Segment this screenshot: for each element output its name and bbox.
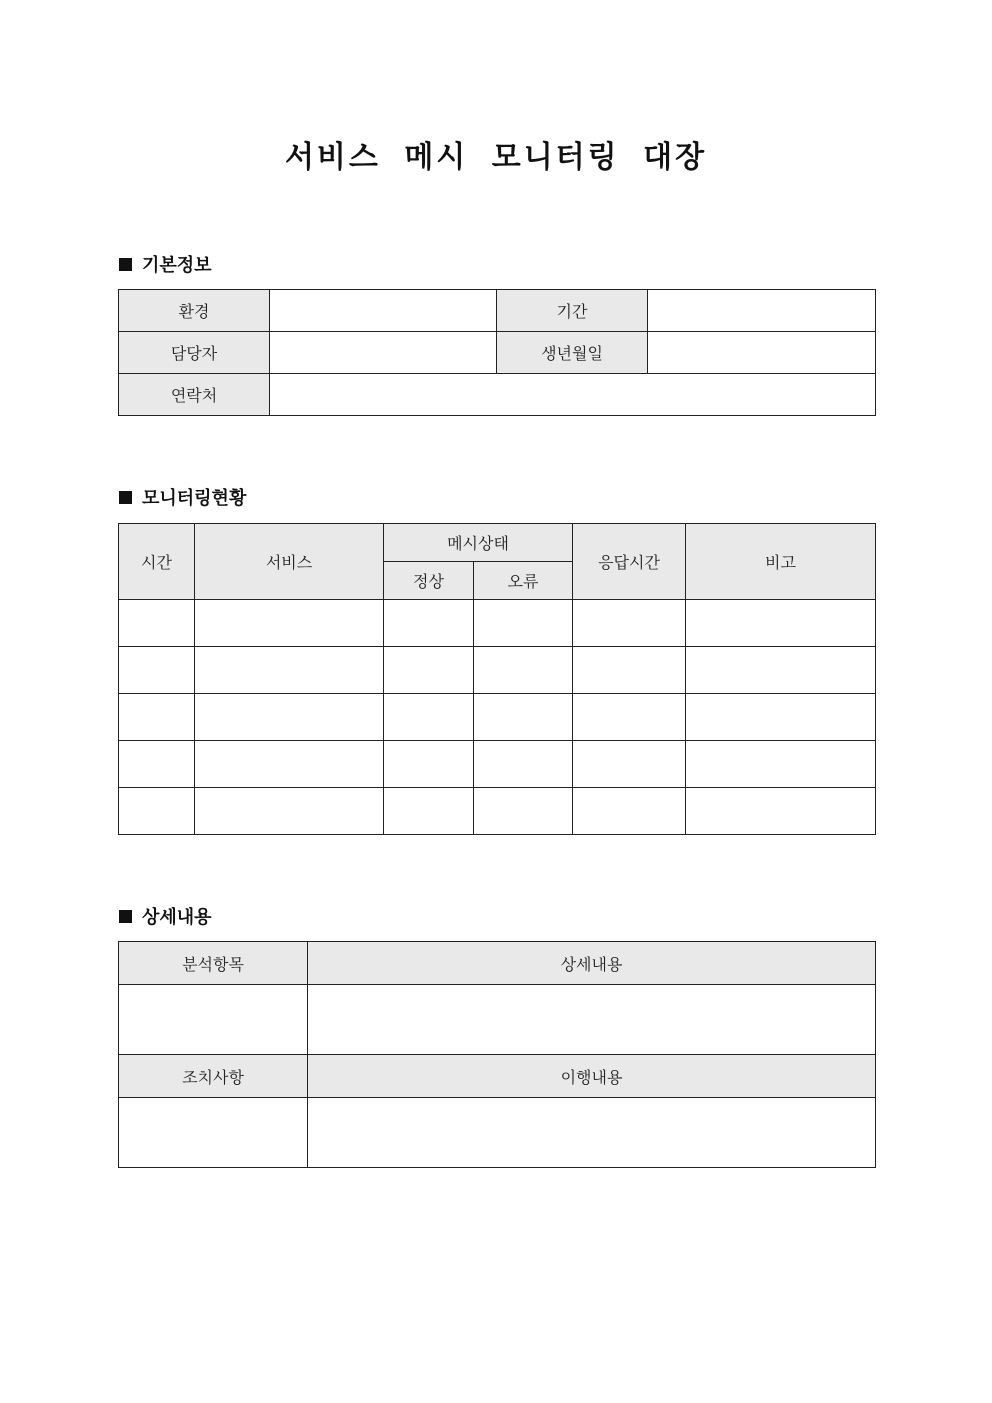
time-cell[interactable]: [119, 600, 195, 647]
normal-cell[interactable]: [384, 694, 474, 741]
label-environment: 환경: [119, 290, 270, 332]
contact-field[interactable]: [270, 374, 876, 416]
time-cell[interactable]: [119, 788, 195, 835]
section-heading-monitoring: [119, 484, 246, 510]
implementation-field[interactable]: [308, 1098, 876, 1168]
column-header-detail-content: 상세내용: [308, 942, 876, 985]
birthdate-field[interactable]: [648, 332, 876, 374]
action-item-field[interactable]: [119, 1098, 308, 1168]
table-row: [119, 1098, 876, 1168]
response-time-cell[interactable]: [573, 647, 686, 694]
section-heading-details: [119, 903, 212, 929]
response-time-cell[interactable]: [573, 741, 686, 788]
time-cell[interactable]: [119, 647, 195, 694]
table-row: [119, 374, 876, 416]
time-cell[interactable]: [119, 694, 195, 741]
column-header-error: 오류: [474, 562, 573, 600]
table-row: [119, 741, 876, 788]
column-header-implementation: 이행내용: [308, 1055, 876, 1098]
remarks-cell[interactable]: [686, 741, 876, 788]
table-row: [119, 332, 876, 374]
normal-cell[interactable]: [384, 741, 474, 788]
square-bullet-icon: [119, 258, 132, 271]
section-title: 모니터링현황: [142, 488, 247, 509]
service-cell[interactable]: [195, 647, 384, 694]
table-row: [119, 647, 876, 694]
remarks-cell[interactable]: [686, 600, 876, 647]
column-header-analysis-item: 분석항목: [119, 942, 308, 985]
column-header-mesh-status: 메시상태: [384, 524, 573, 562]
service-cell[interactable]: [195, 600, 384, 647]
table-row: [119, 600, 876, 647]
section-title: 기본정보: [142, 255, 212, 276]
service-cell[interactable]: [195, 788, 384, 835]
table-header-row: [119, 524, 876, 562]
error-cell[interactable]: [474, 600, 573, 647]
square-bullet-icon: [119, 491, 132, 504]
table-row: [119, 290, 876, 332]
monitoring-table: [118, 523, 876, 835]
section-heading-basic-info: [119, 251, 212, 277]
remarks-cell[interactable]: [686, 647, 876, 694]
service-cell[interactable]: [195, 741, 384, 788]
environment-field[interactable]: [270, 290, 497, 332]
label-manager: 담당자: [119, 332, 270, 374]
square-bullet-icon: [119, 910, 132, 923]
normal-cell[interactable]: [384, 788, 474, 835]
error-cell[interactable]: [474, 741, 573, 788]
normal-cell[interactable]: [384, 600, 474, 647]
table-row: [119, 788, 876, 835]
document-title: 서비스 메시 모니터링 대장: [284, 140, 708, 175]
normal-cell[interactable]: [384, 647, 474, 694]
remarks-cell[interactable]: [686, 788, 876, 835]
section-title: 상세내용: [142, 907, 212, 928]
column-header-response-time: 응답시간: [573, 524, 686, 600]
error-cell[interactable]: [474, 647, 573, 694]
remarks-cell[interactable]: [686, 694, 876, 741]
time-cell[interactable]: [119, 741, 195, 788]
response-time-cell[interactable]: [573, 694, 686, 741]
period-field[interactable]: [648, 290, 876, 332]
column-header-remarks: 비고: [686, 524, 876, 600]
table-header-row: [119, 1055, 876, 1098]
analysis-item-field[interactable]: [119, 985, 308, 1055]
column-header-normal: 정상: [384, 562, 474, 600]
column-header-service: 서비스: [195, 524, 384, 600]
column-header-time: 시간: [119, 524, 195, 600]
label-period: 기간: [497, 290, 648, 332]
table-row: [119, 985, 876, 1055]
response-time-cell[interactable]: [573, 600, 686, 647]
service-cell[interactable]: [195, 694, 384, 741]
table-row: [119, 694, 876, 741]
label-contact: 연락처: [119, 374, 270, 416]
basic-info-table: [118, 289, 876, 416]
error-cell[interactable]: [474, 694, 573, 741]
details-table: [118, 941, 876, 1168]
column-header-action-item: 조치사항: [119, 1055, 308, 1098]
manager-field[interactable]: [270, 332, 497, 374]
label-birthdate: 생년월일: [497, 332, 648, 374]
response-time-cell[interactable]: [573, 788, 686, 835]
error-cell[interactable]: [474, 788, 573, 835]
detail-content-field[interactable]: [308, 985, 876, 1055]
table-header-row: [119, 942, 876, 985]
